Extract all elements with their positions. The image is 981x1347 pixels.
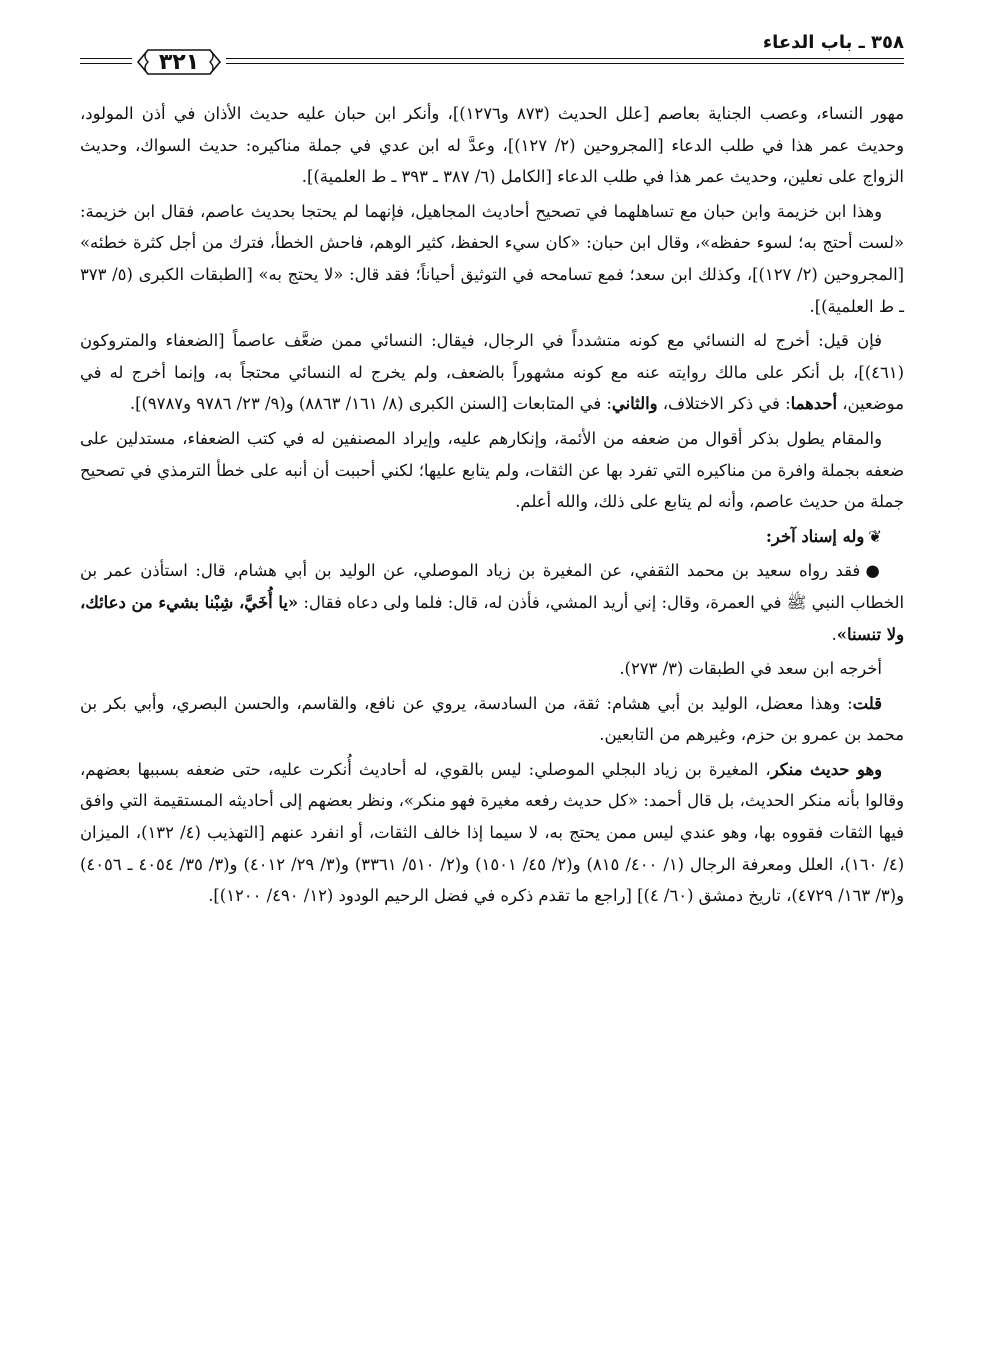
page-header — [80, 30, 904, 82]
paragraph-3-bold1: أحدهما — [790, 394, 837, 414]
subheading-text: وله إسناد آخر: — [765, 526, 865, 546]
paragraph-5-part2: . — [831, 624, 837, 644]
page-number-badge — [132, 44, 226, 80]
chapter-title: ٣٥٨ ـ باب الدعاء — [757, 32, 904, 53]
paragraph-7 — [80, 688, 904, 751]
paragraph-5-quote: «يا أُخَيَّ، شِبْنا بشيء من دعائك، ولا تنسنا» — [80, 592, 904, 644]
paragraph-3-bold2: والثاني — [611, 394, 658, 414]
leaf-ornament-icon: ❦ — [868, 526, 882, 546]
paragraph-7-lead: قلت — [852, 693, 882, 713]
paragraph-3-part3: : في المتابعات [السنن الكبرى (٨/ ١٦١/ ٨٨٦٣) و(٩/ ٢٣/ ٩٧٨٦ و٩٧٨٧)]. — [129, 394, 612, 414]
paragraph-7-text: : وهذا معضل، الوليد بن أبي هشام: ثقة، من السادسة، يروي عن نافع، والقاسم، والحسن البصري، وأبي بكر بن محمد بن عمرو بن حزم، وغيرهم من التابعين. — [80, 693, 904, 745]
paragraph-5 — [80, 555, 904, 650]
page-number: ٣٢١ — [158, 49, 200, 75]
paragraph-3 — [80, 325, 904, 420]
bullet-icon: ● — [865, 561, 883, 581]
paragraph-6: أخرجه ابن سعد في الطبقات (٣/ ٢٧٣). — [619, 659, 882, 679]
paragraph-3-part1: فإن قيل: أخرج له النسائي مع كونه متشدداً في الرجال، فيقال: النسائي ممن ضعَّف عاصماً [الضعفاء والمتروكون (٤٦١)]، بل أنكر على مالك روايته عنه مع كونه مشهوراً بالضعف، ولم يخرج له النسائي محتجاً به، وإنما أخرج له في موضعين، — [80, 331, 904, 414]
paragraph-8-lead: وهو حديث منكر — [770, 759, 883, 779]
section-subheading — [80, 521, 904, 553]
page-body — [80, 98, 904, 915]
paragraph-8-text: ، المغيرة بن زياد البجلي الموصلي: ليس بالقوي، له أحاديث أُنكرت عليه، حتى ضعفه بسببها بعضهم، وقالوا بأنه منكر الحديث، بل قال أحمد: «كل حديث رفعه مغيرة فهو منكر»، ونظر بعضهم إلى أحاديثه المستقيمة التي وافق فيها الثقات فقووه بها، وهو عندي ليس ممن يحتج به، لا سيما إذا خالف الثقات، أو انفرد عنهم [التهذيب (٤/ ١٣٢)، الميزان (٤/ ١٦٠)، العلل ومعرفة الرجال (١/ ٤٠٠/ ٨١٥) و(٢/ ٤٥/ ١٥٠١) و(٢/ ٥١٠/ ٣٣٦١) و(٣/ ٢٩/ ٤٠١٢) و(٣/ ٣٥/ ٤٠٥٤ ـ ٤٠٥٦) و(٣/ ١٦٣/ ٤٧٢٩)، تاريخ دمشق (٦٠/ ٤)] [راجع ما تقدم ذكره في فضل الرحيم الودود (١٢/ ٤٩٠/ ١٢٠٠)]. — [80, 759, 905, 906]
paragraph-2: وهذا ابن خزيمة وابن حبان مع تساهلهما في تصحيح أحاديث المجاهيل، فإنهما لم يحتجا بحديث عاصم، فقال ابن خزيمة: «لست أحتج به؛ لسوء حفظه»، وقال ابن حبان: «كان سيء الحفظ، كثير الوهم، فاحش الخطأ، فترك من أجل كثرة خطئه» [المجروحين (٢/ ١٢٧)]، وكذلك ابن سعد؛ فمع تسامحه في التوثيق أحياناً؛ فقد قال: «لا يحتج به» [الطبقات الكبرى (٥/ ٣٧٣ ـ ط العلمية)]. — [80, 201, 905, 316]
paragraph-3-part2: : في ذكر الاختلاف، — [657, 394, 791, 414]
paragraph-5-part1: فقد رواه سعيد بن محمد الثقفي، عن المغيرة بن زياد الموصلي، عن الوليد بن أبي هشام، قال: استأذن عمر بن الخطاب النبي ﷺ في العمرة، وقال: إني أريد المشي، فأذن له، قال: فلما ولى دعاه فقال: — [80, 561, 904, 612]
paragraph-4: والمقام يطول بذكر أقوال من ضعفه من الأئمة، وإنكارهم عليه، وإيراد المصنفين له في كتب الضعفاء، مستدلين على ضعفه بجملة وافرة من مناكيره التي تفرد بها عن الثقات، ولم يتابع عليها؛ لكني أحببت أن أنبه على خطأ الترمذي في تصحيح جملة من حديث عاصم، وأنه لم يتابع على ذلك، والله أعلم. — [80, 428, 904, 512]
paragraph-1: مهور النساء، وعصب الجناية بعاصم [علل الحديث (٨٧٣ و١٢٧٦)]، وأنكر ابن حبان عليه حديث الأذان في أذن المولود، وحديث عمر هذا في طلب الدعاء [المجروحين (٢/ ١٢٧)]، وعدَّ له ابن عدي في جملة مناكيره: حديث السواك، وحديث الزواج على نعلين، وحديث عمر هذا في طلب الدعاء [الكامل (٦/ ٣٨٧ ـ ٣٩٣ ـ ط العلمية)]. — [80, 104, 905, 187]
paragraph-8 — [80, 754, 904, 912]
